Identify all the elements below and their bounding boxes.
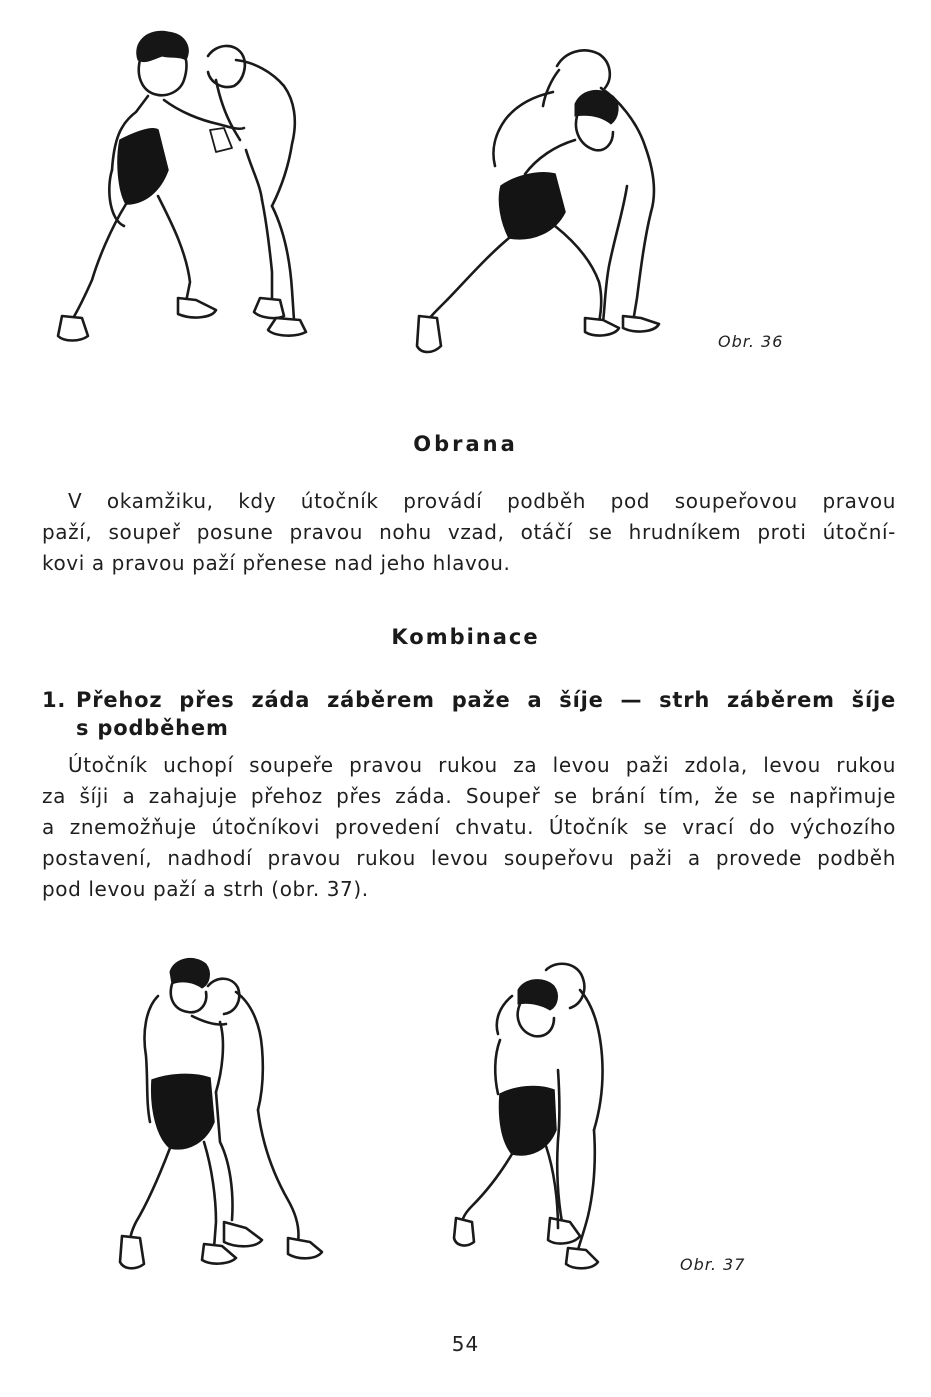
combination-line-4: postavení, nadhodí pravou rukou levou soupeřovu paži a provede podběh [42,846,896,870]
defense-line-1: V okamžiku, kdy útočník provádí podběh pod soupeřovou pravou [68,489,896,513]
combination-item-title-line-1: Přehoz přes záda záběrem paže a šíje — strh záběrem šíje [76,688,896,712]
section-title-combination: Kombinace [391,625,540,649]
figure-36-right-illustration [405,36,695,366]
defense-paragraph [42,486,896,579]
figure-37-left-illustration [112,952,332,1282]
figure-36-caption: Obr. 36 [718,332,784,351]
combination-line-2: za šíji a zahajuje přehoz přes záda. Soupeř se brání tím, že se napřimuje [42,784,896,808]
section-title-defense: Obrana [413,432,518,456]
combination-line-5: pod levou paží a strh (obr. 37). [42,877,369,901]
figure-37-right-illustration [450,960,630,1290]
combination-line-1: Útočník uchopí soupeře pravou rukou za levou paži zdola, levou rukou [68,753,896,777]
page-number: 54 [451,1332,480,1356]
figure-36-left-illustration [40,20,330,360]
figure-37-caption: Obr. 37 [680,1255,746,1274]
combination-item-title-line-2: s podběhem [76,716,229,740]
combination-line-3: a znemožňuje útočníkovi provedení chvatu. Útočník se vrací do výchozího [42,815,896,839]
combination-paragraph [42,750,896,905]
defense-line-3: kovi a pravou paží přenese nad jeho hlavou. [42,551,511,575]
combination-item-number: 1. [42,688,67,712]
defense-line-2: paží, soupeř posune pravou nohu vzad, otáčí se hrudníkem proti útoční- [42,520,896,544]
